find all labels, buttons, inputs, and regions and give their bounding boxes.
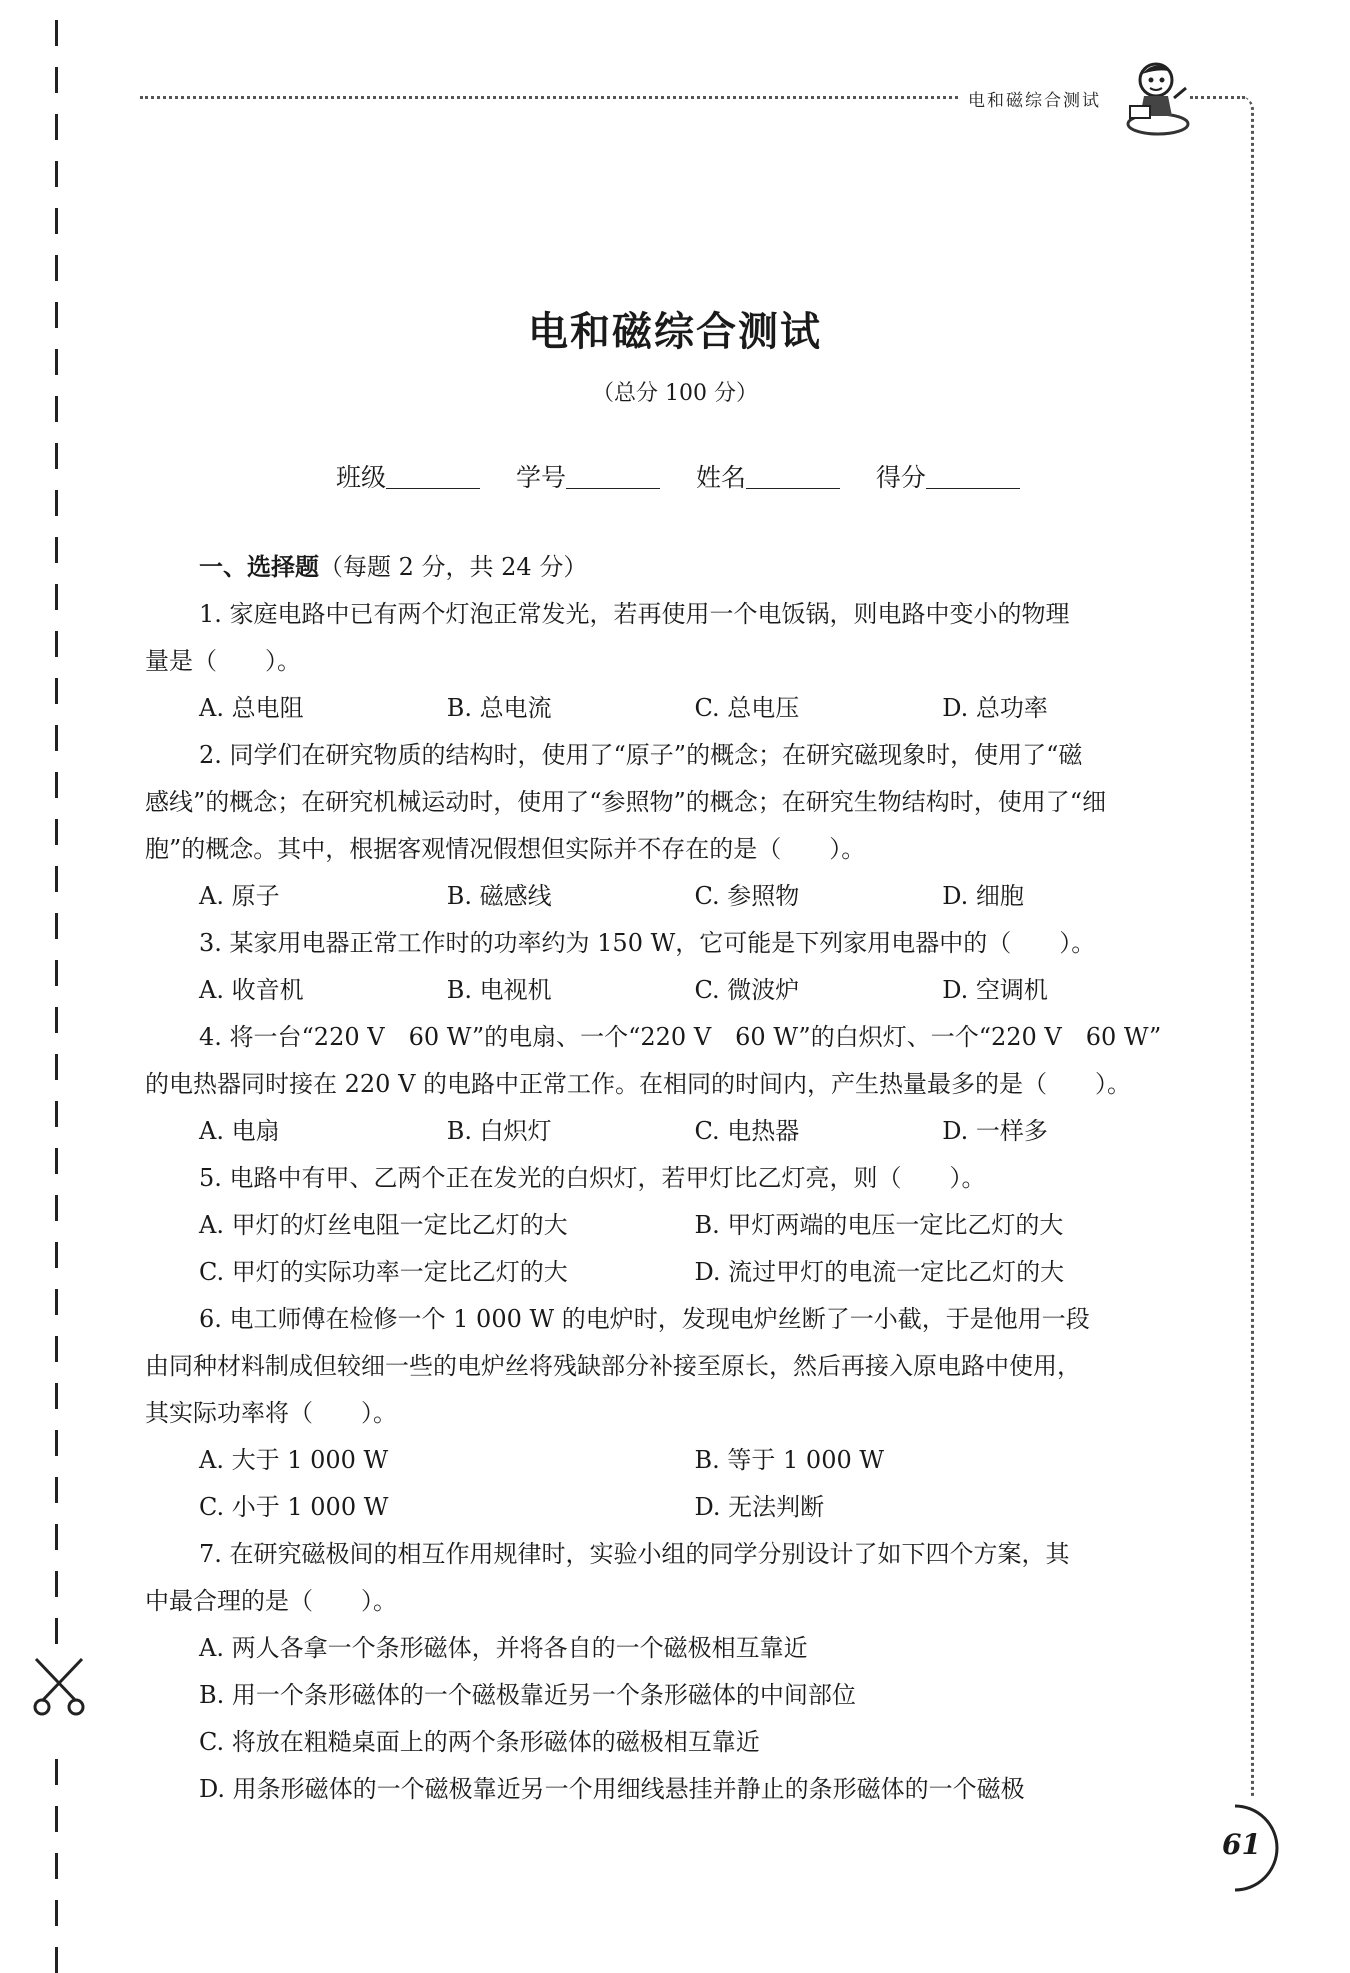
total-score-note: （总分 100 分） xyxy=(592,381,758,406)
option-A[interactable]: A. 电扇 xyxy=(199,1117,280,1145)
question-text-line: 5. 电路中有甲、乙两个正在发光的白炽灯，若甲灯比乙灯亮，则（ ）。 xyxy=(199,1164,986,1192)
question-text-line: 7. 在研究磁极间的相互作用规律时，实验小组的同学分别设计了如下四个方案，其 xyxy=(199,1540,1070,1568)
question-text-line: 中最合理的是（ ）。 xyxy=(145,1587,397,1615)
question-text-line: 其实际功率将（ ）。 xyxy=(145,1399,397,1427)
score-field[interactable] xyxy=(876,458,1020,494)
cut-line-dash xyxy=(55,772,58,798)
option-B[interactable]: B. 甲灯两端的电压一定比乙灯的大 xyxy=(694,1211,1064,1239)
cut-line-dash xyxy=(55,1759,58,1785)
question-list xyxy=(145,544,1190,1813)
cut-line-dash xyxy=(55,631,58,657)
class-label: 班级 xyxy=(336,463,387,492)
name-field[interactable] xyxy=(696,458,840,494)
option-C[interactable]: C. 电热器 xyxy=(694,1117,800,1145)
cut-line-dash xyxy=(55,20,58,46)
option-row xyxy=(145,685,1190,732)
question-text-line: 1. 家庭电路中已有两个灯泡正常发光，若再使用一个电饭锅，则电路中变小的物理 xyxy=(199,600,1070,628)
option-A[interactable]: A. 甲灯的灯丝电阻一定比乙灯的大 xyxy=(199,1211,568,1239)
option-C[interactable]: C. 参照物 xyxy=(694,882,800,910)
question-text-line: 6. 电工师傅在检修一个 1 000 W 的电炉时，发现电炉丝断了一小截，于是他用一段 xyxy=(199,1305,1090,1333)
question-text-line: 感线”的概念；在研究机械运动时，使用了“参照物”的概念；在研究生物结构时，使用了“细 xyxy=(145,788,1107,816)
question-3 xyxy=(145,920,1190,1014)
score-label: 得分 xyxy=(875,463,926,492)
option-B[interactable]: B. 总电流 xyxy=(446,694,552,722)
option-D[interactable]: D. 用条形磁体的一个磁极靠近另一个用细线悬挂并静止的条形磁体的一个磁极 xyxy=(199,1775,1025,1803)
cut-line-dash xyxy=(55,913,58,939)
cut-line-dash xyxy=(55,1383,58,1409)
cut-line-dash xyxy=(55,255,58,281)
cut-line-dash xyxy=(55,678,58,704)
cut-line-dash xyxy=(55,1289,58,1315)
page-number: 61 xyxy=(1222,1828,1261,1861)
option-A[interactable]: A. 大于 1 000 W xyxy=(199,1446,389,1474)
cut-line-dash xyxy=(55,1195,58,1221)
cut-line-dash xyxy=(55,1571,58,1597)
question-text-line: 2. 同学们在研究物质的结构时，使用了“原子”的概念；在研究磁现象时，使用了“磁 xyxy=(199,741,1083,769)
option-D[interactable]: D. 一样多 xyxy=(942,1117,1048,1145)
header-dotted-rule xyxy=(140,96,958,99)
option-row xyxy=(145,967,1190,1014)
student-id-field[interactable] xyxy=(516,458,660,494)
name-label: 姓名 xyxy=(695,463,746,492)
option-A[interactable]: A. 总电阻 xyxy=(199,694,304,722)
option-row xyxy=(145,1249,1190,1296)
cut-line-dash xyxy=(55,1007,58,1033)
option-A[interactable]: A. 收音机 xyxy=(199,976,304,1004)
cut-line-dash xyxy=(55,490,58,516)
question-5 xyxy=(145,1155,1190,1296)
option-D[interactable]: D. 总功率 xyxy=(942,694,1048,722)
question-4 xyxy=(145,1014,1190,1155)
student-mascot-icon xyxy=(1120,58,1196,140)
name-blank[interactable] xyxy=(746,464,840,489)
option-C[interactable]: C. 小于 1 000 W xyxy=(199,1493,389,1521)
question-text-line: 4. 将一台“220 V 60 W”的电扇、一个“220 V 60 W”的白炽灯、一个“220 V 60 W” xyxy=(199,1023,1162,1051)
questions-container xyxy=(145,591,1190,1813)
cut-line-dash xyxy=(55,819,58,845)
cut-line-dash xyxy=(55,1148,58,1174)
cut-line-dash xyxy=(55,1524,58,1550)
option-B[interactable]: B. 白炽灯 xyxy=(446,1117,552,1145)
cut-line-dash xyxy=(55,1853,58,1879)
student-id-label: 学号 xyxy=(515,463,566,492)
option-D[interactable]: D. 细胞 xyxy=(942,882,1024,910)
option-B[interactable]: B. 磁感线 xyxy=(446,882,552,910)
option-A[interactable]: A. 原子 xyxy=(199,882,280,910)
cut-line-dash xyxy=(55,1618,58,1644)
cut-line-dash xyxy=(55,537,58,563)
option-row xyxy=(145,1108,1190,1155)
cut-line-dash xyxy=(55,1054,58,1080)
class-blank[interactable] xyxy=(386,464,480,489)
student-id-blank[interactable] xyxy=(566,464,660,489)
option-B[interactable]: B. 电视机 xyxy=(446,976,552,1004)
cut-line-dash xyxy=(55,1430,58,1456)
student-info-row xyxy=(336,458,1048,494)
option-row xyxy=(145,873,1190,920)
option-B[interactable]: B. 用一个条形磁体的一个磁极靠近另一个条形磁体的中间部位 xyxy=(199,1681,856,1709)
cut-line-dash xyxy=(55,443,58,469)
cut-line-dash xyxy=(55,866,58,892)
header-dotted-rule-right xyxy=(1190,96,1245,99)
section-title: 一、选择题 xyxy=(199,553,319,581)
option-D[interactable]: D. 无法判断 xyxy=(694,1493,825,1521)
score-blank[interactable] xyxy=(926,464,1020,489)
option-row xyxy=(145,1437,1190,1484)
question-7 xyxy=(145,1531,1190,1813)
option-C[interactable]: C. 甲灯的实际功率一定比乙灯的大 xyxy=(199,1258,568,1286)
scissors-icon xyxy=(30,1655,88,1717)
cut-line-dash xyxy=(55,1806,58,1832)
cut-line-dash xyxy=(55,208,58,234)
cut-line-dash xyxy=(55,161,58,187)
question-1 xyxy=(145,591,1190,732)
section-scoring-note: （每题 2 分，共 24 分） xyxy=(319,553,588,581)
cut-line-dash xyxy=(55,1477,58,1503)
cut-line-dash xyxy=(55,960,58,986)
cut-line-dash xyxy=(55,584,58,610)
option-C[interactable]: C. 微波炉 xyxy=(694,976,800,1004)
class-field[interactable] xyxy=(336,458,480,494)
option-C[interactable]: C. 将放在粗糙桌面上的两个条形磁体的磁极相互靠近 xyxy=(199,1728,760,1756)
cut-line-dash xyxy=(55,1336,58,1362)
page-title: 电和磁综合测试 xyxy=(528,309,822,355)
cut-line-dash xyxy=(55,1947,58,1973)
option-D[interactable]: D. 流过甲灯的电流一定比乙灯的大 xyxy=(694,1258,1065,1286)
option-B[interactable]: B. 等于 1 000 W xyxy=(694,1446,885,1474)
question-text-line: 3. 某家用电器正常工作时的功率约为 150 W，它可能是下列家用电器中的（ ）。 xyxy=(199,929,1096,957)
option-C[interactable]: C. 总电压 xyxy=(694,694,800,722)
option-row xyxy=(145,1202,1190,1249)
cut-line-dash xyxy=(55,1900,58,1926)
cut-line-dash xyxy=(55,725,58,751)
cut-line-dash xyxy=(55,1242,58,1268)
running-header-title: 电和磁综合测试 xyxy=(968,91,1101,111)
section-heading xyxy=(145,544,1190,591)
question-2 xyxy=(145,732,1190,920)
question-text-line: 由同种材料制成但较细一些的电炉丝将残缺部分补接至原长，然后再接入原电路中使用， xyxy=(145,1352,1081,1380)
cut-line-dash xyxy=(55,1101,58,1127)
option-row xyxy=(145,1484,1190,1531)
question-6 xyxy=(145,1296,1190,1531)
question-text-line: 量是（ ）。 xyxy=(145,647,301,675)
question-text-line: 的电热器同时接在 220 V 的电路中正常工作。在相同的时间内，产生热量最多的是（ ）。 xyxy=(145,1070,1132,1098)
cut-line-dash xyxy=(55,114,58,140)
option-A[interactable]: A. 两人各拿一个条形磁体，并将各自的一个磁极相互靠近 xyxy=(199,1634,808,1662)
option-D[interactable]: D. 空调机 xyxy=(942,976,1048,1004)
question-text-line: 胞”的概念。其中，根据客观情况假想但实际并不存在的是（ ）。 xyxy=(145,835,866,863)
cut-line-dash xyxy=(55,67,58,93)
